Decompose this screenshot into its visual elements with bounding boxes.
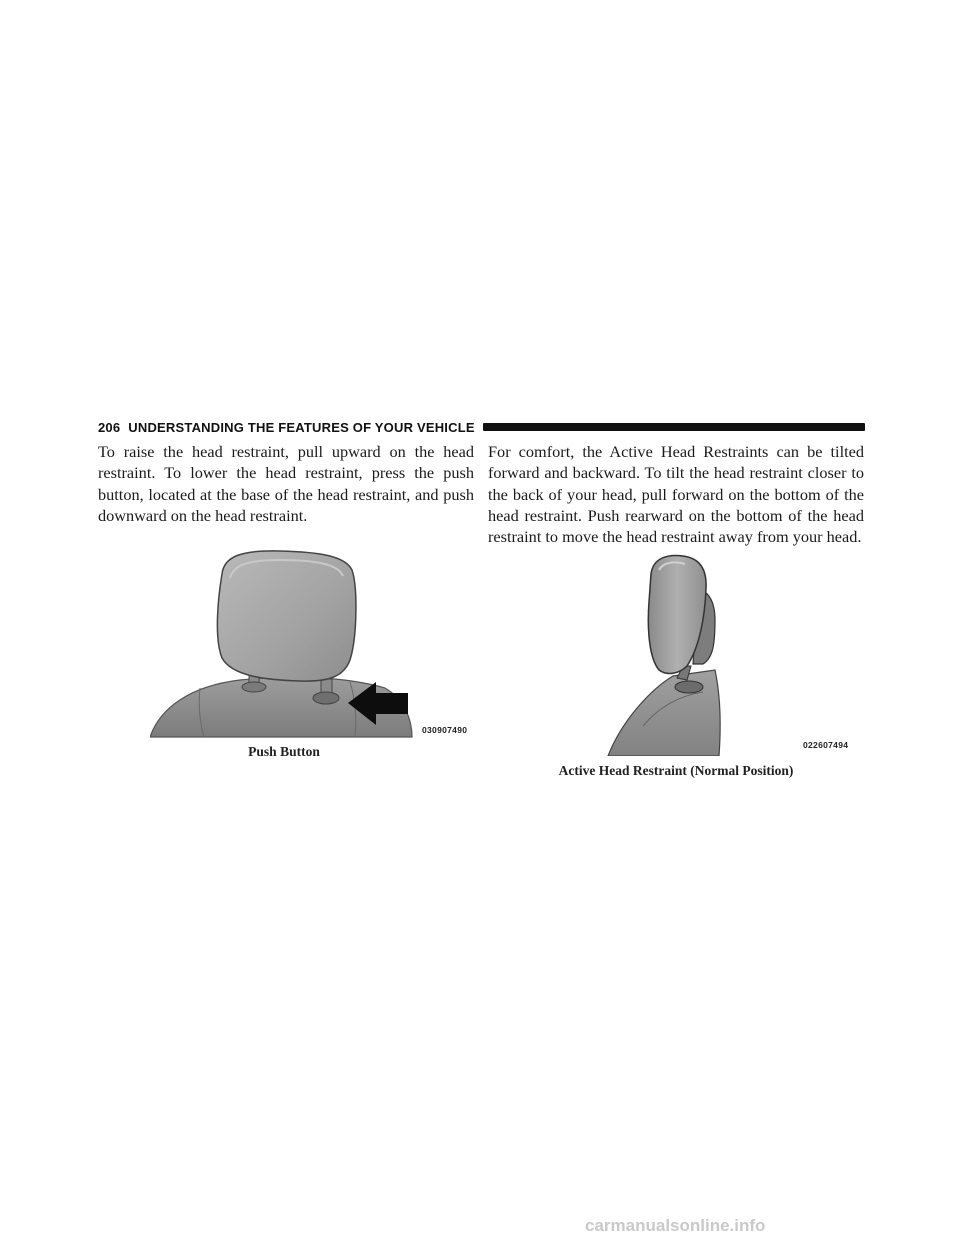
page-number: 206 (98, 419, 121, 435)
section-title: UNDERSTANDING THE FEATURES OF YOUR VEHICLE (128, 419, 475, 435)
caption-active-head-restraint: Active Head Restraint (Normal Position) (558, 763, 794, 778)
site-watermark: carmanualsonline.info (585, 1216, 766, 1235)
paragraph-raise-lower: To raise the head restraint, pull upward on the head restraint. To lower the head restraint, press the push button, located at the base of the head restraint, and push downward on the head restraint. (98, 442, 474, 525)
header-rule (483, 423, 865, 431)
active-head-restraint-illustration (603, 548, 865, 756)
head-restraint-side-image (603, 548, 865, 756)
figure-code-right: 022607494 (803, 740, 849, 750)
paragraph-tilt: For comfort, the Active Head Restraints can be tilted forward and backward. To tilt the head restraint closer to the back of your head, pull forward on the bottom of the head restraint. Push rearward on the bottom of the head restraint to move the head restraint away from your head. (488, 442, 864, 547)
push-button-illustration (150, 548, 475, 740)
page-header (98, 416, 865, 438)
caption-push-button: Push Button (248, 744, 320, 759)
head-restraint-front-image (150, 548, 475, 740)
figure-code-left: 030907490 (422, 725, 468, 735)
